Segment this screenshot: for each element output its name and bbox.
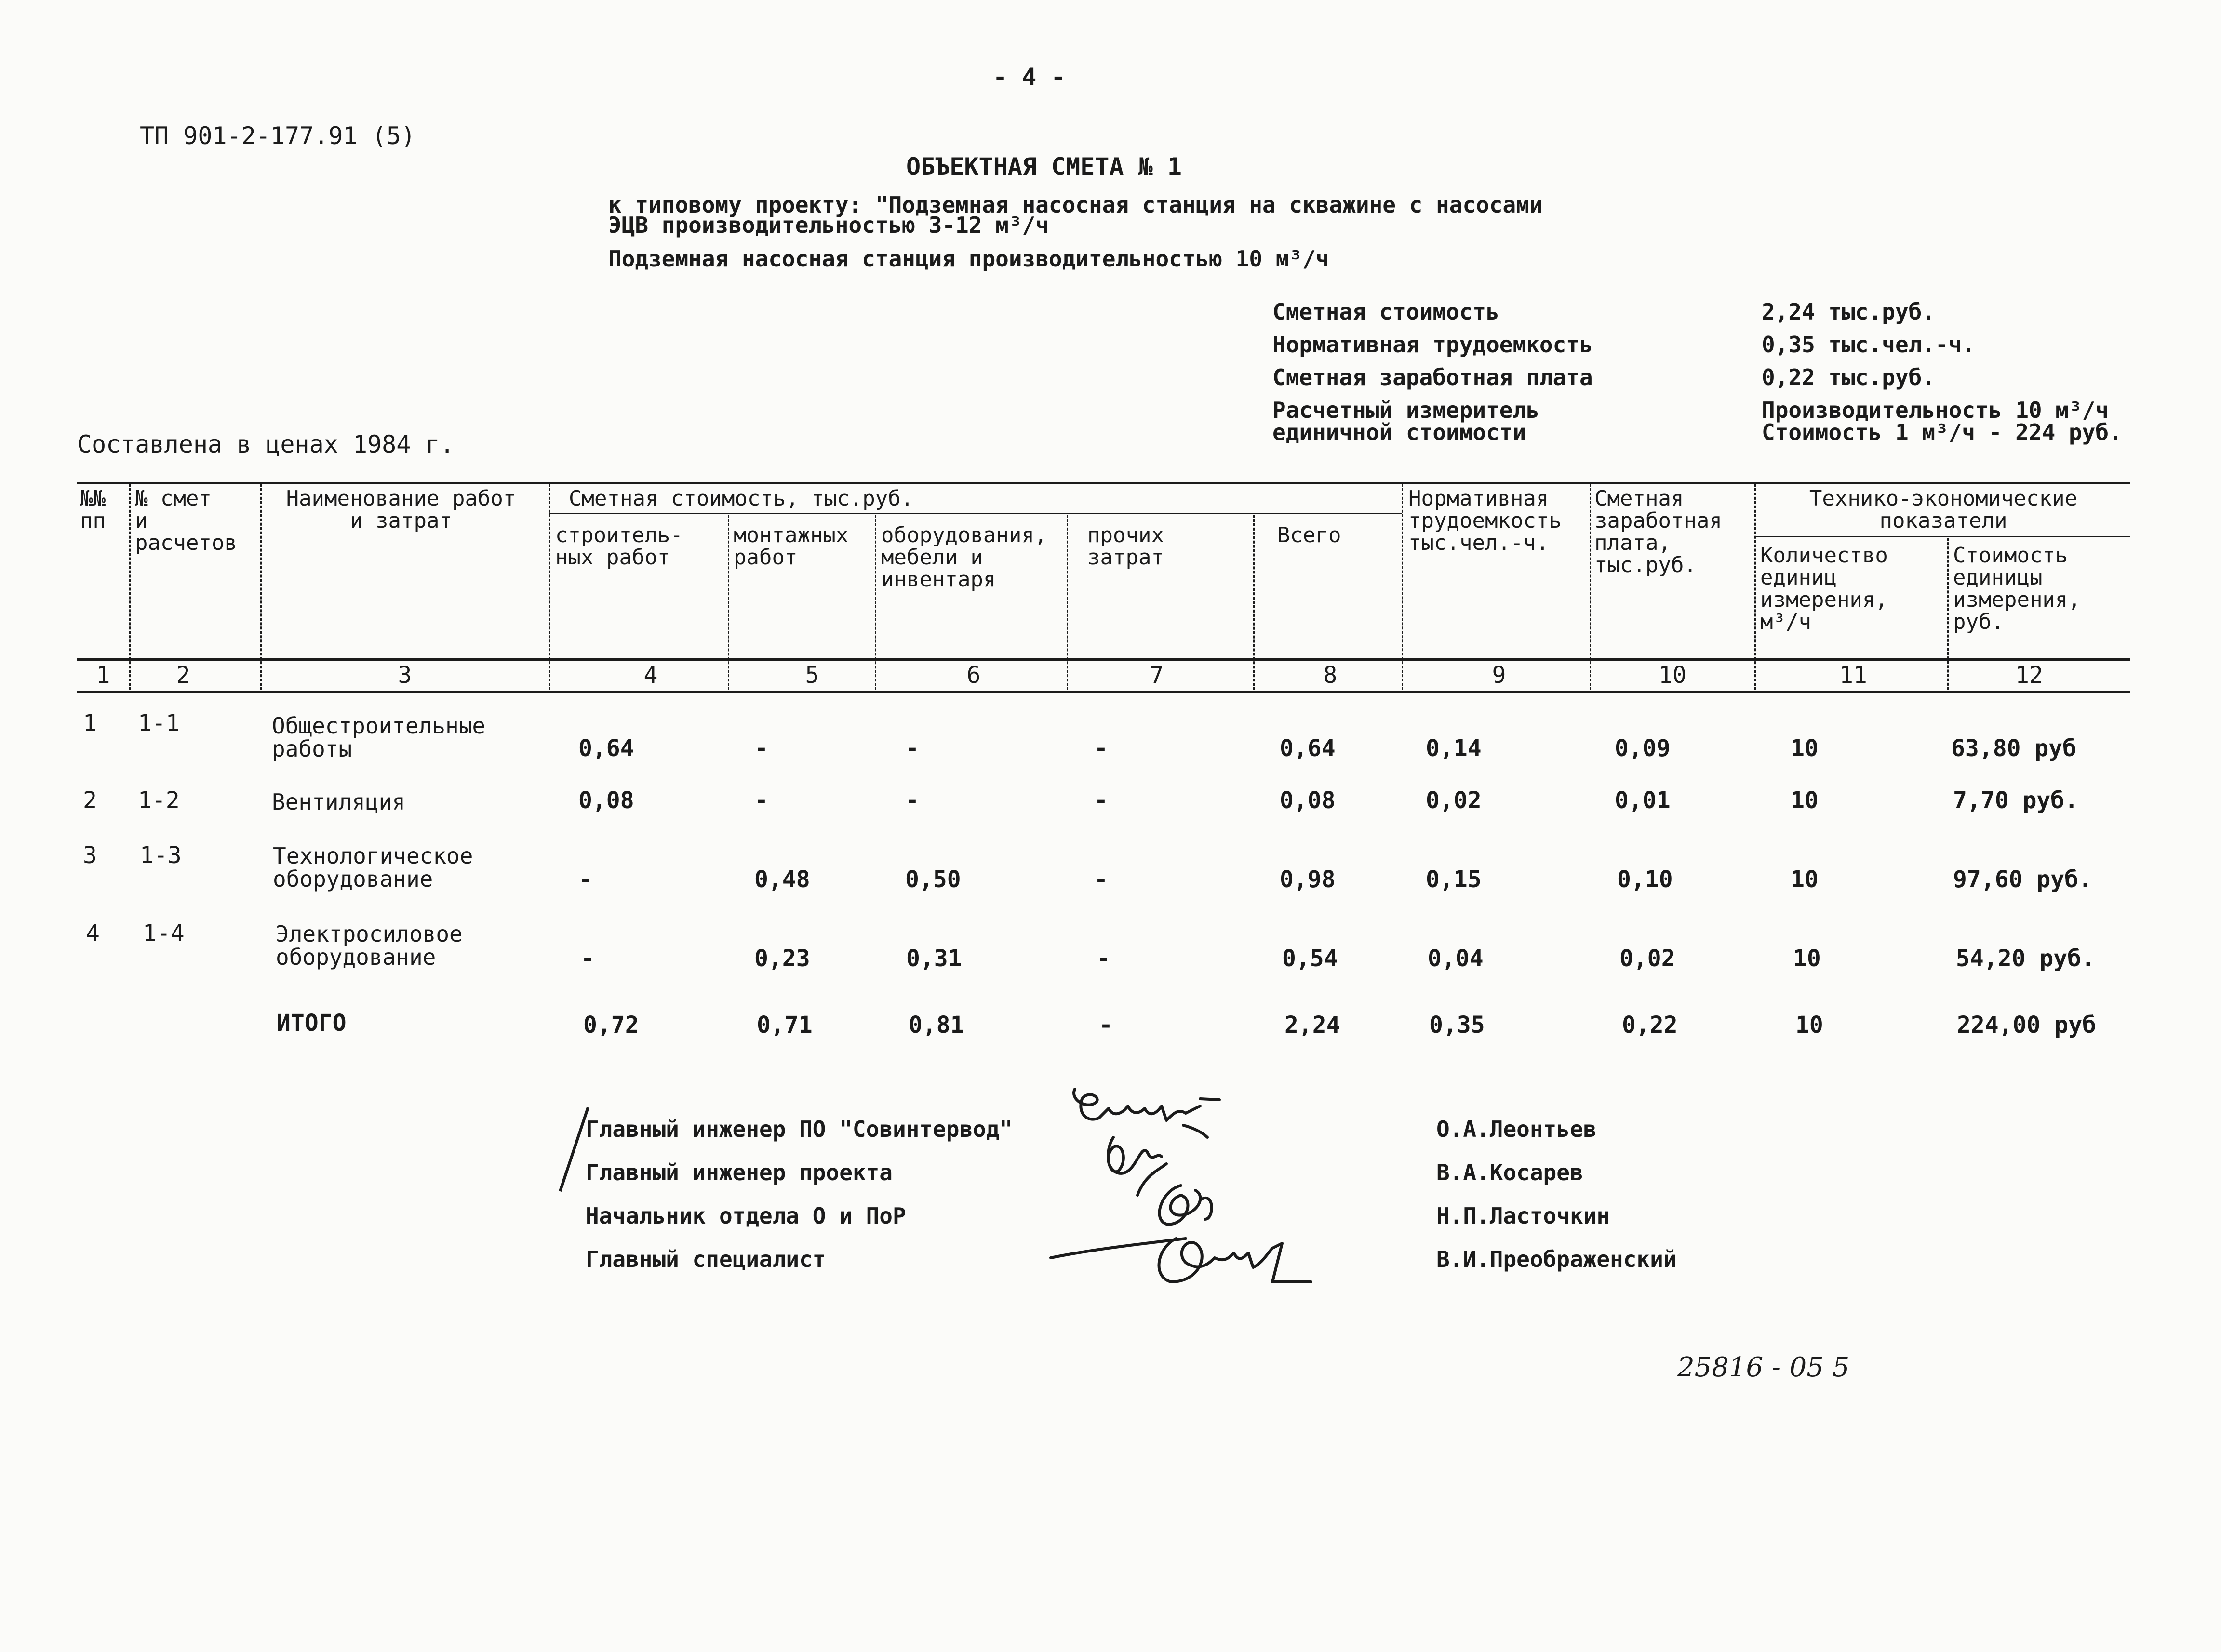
project-line-1: к типовому проекту: "Подземная насосная станция на скважине с насосами	[608, 192, 1543, 218]
header-units-count: Количество единиц измерения, м³/ч	[1760, 543, 1888, 634]
row-other: -	[1094, 866, 1108, 893]
row-name: Вентиляция	[272, 789, 405, 815]
row-name: Технологическое оборудование	[273, 843, 473, 892]
header-wages: Сметная заработная плата, тыс.руб.	[1594, 486, 1722, 577]
row-unit-cost: 97,60 руб.	[1953, 866, 2092, 893]
header-installation: монтажных работ	[734, 523, 849, 570]
header-total: Всего	[1277, 523, 1341, 547]
column-divider	[260, 484, 262, 690]
handwritten-signatures	[1041, 1079, 1330, 1320]
signature-role: Главный специалист	[586, 1246, 826, 1272]
header-estimate-number: № смет и расчетов	[135, 486, 237, 555]
column-number: 2	[176, 662, 190, 689]
column-number: 3	[398, 662, 412, 689]
header-construction: строитель- ных работ	[555, 523, 683, 570]
row-units: 10	[1791, 735, 1819, 762]
column-number: 6	[966, 662, 981, 689]
row-equipment: -	[905, 787, 919, 814]
signature-name: Н.П.Ласточкин	[1436, 1203, 1610, 1229]
row-installation: 0,23	[754, 945, 810, 972]
signature-name: О.А.Леонтьев	[1436, 1116, 1597, 1142]
row-number: 3	[83, 842, 97, 869]
row-wages: 0,09	[1615, 735, 1671, 762]
total-labor: 0,35	[1429, 1012, 1485, 1039]
row-installation: -	[754, 787, 768, 814]
row-wages: 0,10	[1617, 866, 1673, 893]
row-code: 1-2	[138, 787, 180, 814]
row-number: 2	[83, 787, 97, 814]
row-labor: 0,02	[1426, 787, 1482, 814]
row-other: -	[1094, 735, 1108, 762]
column-number: 12	[2015, 662, 2043, 689]
header-bottom-rule	[77, 658, 2130, 661]
row-total: 0,08	[1280, 787, 1336, 814]
row-construction: 0,08	[578, 787, 634, 814]
archive-note: 25816 - 05 5	[1677, 1352, 1850, 1383]
total-sum: 2,24	[1284, 1012, 1340, 1039]
cost-group-rule	[549, 513, 1402, 514]
column-divider	[1590, 484, 1591, 690]
row-other: -	[1094, 787, 1108, 814]
row-wages: 0,02	[1619, 945, 1675, 972]
signature-role: Главный инженер ПО "Совинтервод"	[586, 1116, 1013, 1142]
row-installation: 0,48	[754, 866, 810, 893]
page-number: - 4 -	[993, 63, 1066, 91]
row-number: 4	[86, 920, 100, 947]
header-equipment: оборудования, мебели и инвентаря	[881, 523, 1047, 592]
signature-name: В.А.Косарев	[1436, 1159, 1583, 1186]
table-top-rule	[77, 482, 2130, 484]
summary-label-cost: Сметная стоимость	[1272, 299, 1499, 325]
summary-measure-value-1: Производительность 10 м³/ч	[1762, 397, 2109, 423]
tech-group-rule	[1754, 536, 2130, 537]
total-construction: 0,72	[583, 1012, 639, 1039]
column-divider	[1067, 515, 1068, 690]
row-code: 1-3	[140, 842, 182, 869]
column-number: 5	[805, 662, 819, 689]
row-construction: 0,64	[578, 735, 634, 762]
row-construction: -	[581, 945, 595, 972]
column-divider	[1754, 484, 1756, 690]
header-unit-cost: Стоимость единицы измерения, руб.	[1953, 543, 2081, 634]
signature-role: Начальник отдела О и ПоР	[586, 1203, 906, 1229]
row-installation: -	[754, 735, 768, 762]
colnum-bottom-rule	[77, 691, 2130, 693]
row-total: 0,64	[1280, 735, 1336, 762]
row-unit-cost: 54,20 руб.	[1956, 945, 2095, 972]
row-construction: -	[578, 866, 592, 893]
row-total: 0,98	[1280, 866, 1336, 893]
row-other: -	[1097, 945, 1110, 972]
header-work-name: Наименование работ и затрат	[286, 486, 516, 533]
column-divider	[1402, 484, 1403, 690]
summary-measure-label-2: единичной стоимости	[1272, 419, 1526, 445]
summary-label-wages: Сметная заработная плата	[1272, 364, 1593, 390]
row-name: Общестроительные работы	[272, 713, 486, 762]
signature-name: В.И.Преображенский	[1436, 1246, 1677, 1272]
column-number: 1	[96, 662, 110, 689]
summary-measure-label-1: Расчетный измеритель	[1272, 397, 1539, 423]
row-number: 1	[83, 710, 97, 737]
column-divider	[129, 484, 131, 690]
signature-role: Главный инженер проекта	[586, 1159, 893, 1186]
row-labor: 0,14	[1426, 735, 1482, 762]
row-unit-cost: 63,80 руб	[1951, 735, 2077, 762]
total-wages: 0,22	[1622, 1012, 1678, 1039]
prices-note: Составлена в ценах 1984 г.	[77, 430, 455, 458]
row-total: 0,54	[1282, 945, 1338, 972]
summary-measure-value-2: Стоимость 1 м³/ч - 224 руб.	[1762, 419, 2122, 445]
column-divider	[875, 515, 876, 690]
total-equipment: 0,81	[909, 1012, 964, 1039]
column-number: 10	[1659, 662, 1686, 689]
header-cost-group: Сметная стоимость, тыс.руб.	[569, 486, 914, 511]
column-divider	[549, 484, 550, 690]
row-code: 1-1	[138, 710, 180, 737]
summary-label-labor: Нормативная трудоемкость	[1272, 332, 1593, 358]
row-labor: 0,15	[1426, 866, 1482, 893]
column-divider	[1947, 538, 1949, 690]
column-number: 4	[643, 662, 658, 689]
summary-value-labor: 0,35 тыс.чел.-ч.	[1762, 332, 1976, 358]
document-subtitle: Подземная насосная станция производительностью 10 м³/ч	[608, 246, 1329, 272]
column-divider	[1253, 515, 1255, 690]
total-unit-cost: 224,00 руб	[1957, 1012, 2096, 1039]
total-other: -	[1099, 1012, 1113, 1039]
row-code: 1-4	[143, 920, 185, 947]
header-other: прочих затрат	[1087, 523, 1164, 570]
document-code: ТП 901-2-177.91 (5)	[140, 122, 415, 150]
row-units: 10	[1793, 945, 1821, 972]
row-labor: 0,04	[1428, 945, 1484, 972]
header-tech-group: Технико-экономические показатели	[1809, 486, 2078, 533]
document-title: ОБЪЕКТНАЯ СМЕТА № 1	[906, 153, 1182, 181]
total-label: ИТОГО	[277, 1010, 347, 1037]
summary-value-cost: 2,24 тыс.руб.	[1762, 299, 1936, 325]
column-divider	[728, 515, 729, 690]
row-wages: 0,01	[1615, 787, 1671, 814]
row-equipment: 0,50	[905, 866, 961, 893]
total-installation: 0,71	[757, 1012, 813, 1039]
column-number: 9	[1492, 662, 1506, 689]
row-unit-cost: 7,70 руб.	[1953, 787, 2079, 814]
header-labor: Нормативная трудоемкость тыс.чел.-ч.	[1408, 486, 1562, 555]
column-number: 8	[1323, 662, 1338, 689]
summary-value-wages: 0,22 тыс.руб.	[1762, 364, 1936, 390]
total-units: 10	[1795, 1012, 1823, 1039]
row-equipment: 0,31	[906, 945, 962, 972]
row-units: 10	[1791, 787, 1819, 814]
column-number: 7	[1150, 662, 1164, 689]
row-name: Электросиловое оборудование	[276, 921, 463, 970]
header-row-number: №№ пп	[80, 486, 106, 533]
row-equipment: -	[905, 735, 919, 762]
project-line-2: ЭЦВ производительностью 3-12 м³/ч	[608, 212, 1049, 238]
column-number: 11	[1839, 662, 1867, 689]
row-units: 10	[1791, 866, 1819, 893]
